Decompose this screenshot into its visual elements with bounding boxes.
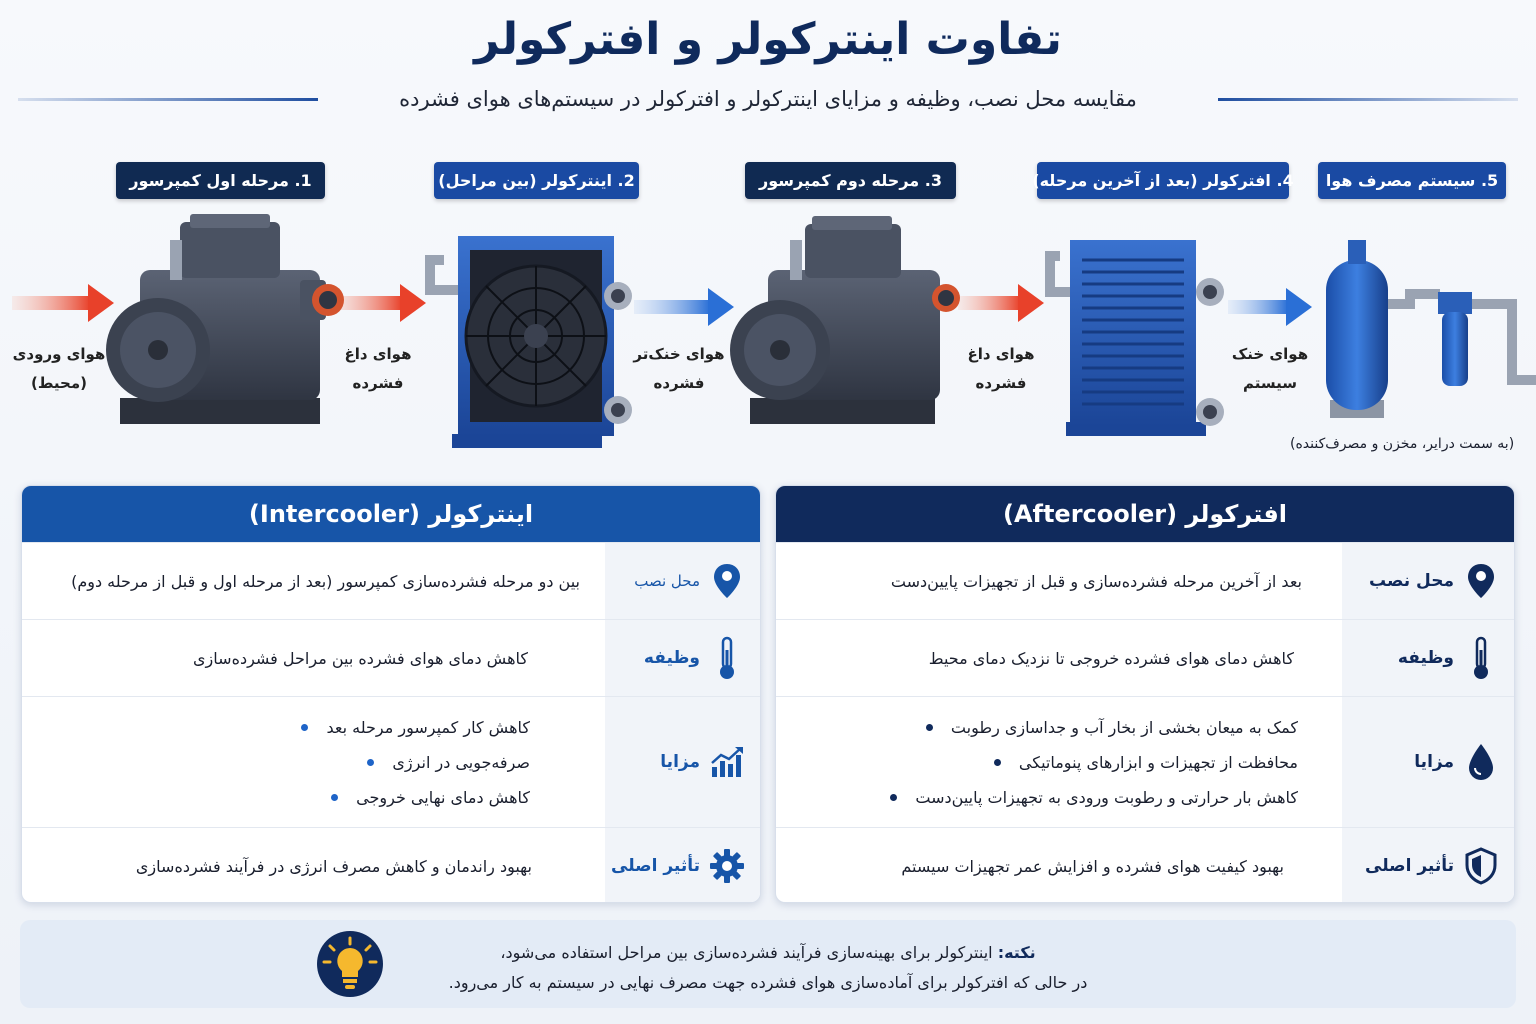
- note-text: [20, 938, 1516, 998]
- gear-icon: [708, 847, 746, 885]
- benefit-item: محافظت از تجهیزات و ابزارهای پنوماتیکی: [890, 745, 1298, 780]
- arrow-cool-to-second-stage-icon: [634, 288, 734, 326]
- air-filter-icon: [1438, 292, 1536, 386]
- note-key: نکته:: [997, 943, 1036, 962]
- aftercooler-row-impact: [776, 827, 1514, 903]
- benefit-item: کاهش کار کمپرسور مرحله بعد: [301, 710, 530, 745]
- page-title: تفاوت اینترکولر و افترکولر: [474, 14, 1062, 65]
- thermometer-icon: [1462, 639, 1500, 677]
- flow-label-hot-1: هوای داغ فشرده: [344, 345, 412, 392]
- step-label-aftercooler: 4. افترکولر (بعد از آخرین مرحله): [1037, 162, 1289, 199]
- function-label: وظیفه: [643, 648, 700, 668]
- impact-label: تأثیر اصلی: [611, 856, 700, 876]
- step-label-air-system: 5. سیستم مصرف هوا: [1318, 162, 1506, 199]
- second-stage-compressor-icon: [730, 216, 960, 424]
- flow-label-cool-system: هوای خنک سیستم: [1231, 345, 1309, 392]
- flow-label-cooler: هوای خنک‌تر فشرده: [633, 345, 725, 392]
- location-text: بعد از آخرین مرحله فشرده‌سازی و قبل از تجهیزات پایین‌دست: [890, 571, 1302, 591]
- step-label-intercooler: 2. اینترکولر (بین مراحل): [434, 162, 639, 199]
- benefits-list: [301, 710, 530, 815]
- function-text: کاهش دمای هوای فشرده خروجی تا نزدیک دمای محیط: [928, 648, 1294, 668]
- intercooler-panel: [21, 485, 761, 903]
- aftercooler-row-function: [776, 619, 1514, 696]
- intercooler-row-location: [22, 542, 760, 619]
- step-label-second-stage: 3. مرحله دوم کمپرسور: [745, 162, 956, 199]
- flow-label-hot-2: هوای داغ فشرده: [967, 345, 1035, 392]
- step-label-first-stage: 1. مرحله اول کمپرسور: [116, 162, 325, 199]
- note-box: [20, 920, 1516, 1008]
- benefits-label: مزایا: [660, 752, 700, 772]
- location-label: محل نصب: [634, 572, 700, 590]
- growth-chart-icon: [708, 743, 746, 781]
- note-line-1: نکته: اینترکولر برای بهینه‌سازی فرآیند فشرده‌سازی بین مراحل استفاده می‌شود،: [500, 943, 1036, 962]
- impact-text: بهبود کیفیت هوای فشرده و افزایش عمر تجهیزات سیستم: [901, 856, 1284, 876]
- thermometer-icon: [708, 639, 746, 677]
- benefits-list: [890, 710, 1298, 815]
- function-label: وظیفه: [1397, 648, 1454, 668]
- benefit-item: صرفه‌جویی در انرژی: [301, 745, 530, 780]
- impact-label: تأثیر اصلی: [1365, 856, 1454, 876]
- impact-text: بهبود راندمان و کاهش مصرف انرژی در فرآیند فشرده‌سازی: [135, 856, 532, 876]
- process-flow-diagram: [0, 200, 1536, 460]
- aftercooler-header: افترکولر (Aftercooler): [776, 486, 1514, 542]
- flow-label-inlet: هوای ورودی (محیط): [12, 345, 106, 392]
- lightbulb-icon: [316, 930, 384, 998]
- air-receiver-tank-icon: [1326, 240, 1440, 418]
- intercooler-row-impact: [22, 827, 760, 903]
- arrow-inlet-icon: [12, 284, 114, 322]
- location-label: محل نصب: [1369, 571, 1454, 591]
- subtitle-row: [0, 84, 1536, 114]
- flow-destination-note: (به سمت درایر، مخزن و مصرف‌کننده): [1290, 436, 1515, 452]
- aftercooler-row-location: [776, 542, 1514, 619]
- subtitle-divider-right: [1218, 98, 1518, 101]
- intercooler-row-benefits: [22, 696, 760, 827]
- water-drop-icon: [1462, 743, 1500, 781]
- aftercooler-row-benefits: [776, 696, 1514, 827]
- intercooler-row-function: [22, 619, 760, 696]
- subtitle-divider-left: [18, 98, 318, 101]
- arrow-hot-to-aftercooler-icon: [958, 284, 1044, 322]
- shield-icon: [1462, 847, 1500, 885]
- location-pin-icon: [708, 562, 746, 600]
- aftercooler-unit-icon: [1050, 240, 1224, 436]
- benefit-item: کاهش بار حرارتی و رطوبت ورودی به تجهیزات پایین‌دست: [890, 780, 1298, 815]
- location-pin-icon: [1462, 562, 1500, 600]
- function-text: کاهش دمای هوای فشرده بین مراحل فشرده‌سازی: [193, 648, 528, 668]
- page-subtitle: مقایسه محل نصب، وظیفه و مزایای اینترکولر و افترکولر در سیستم‌های هوای فشرده: [399, 87, 1137, 111]
- note-line-2: در حالی که افترکولر برای آماده‌سازی هوای فشرده جهت مصرف نهایی در سیستم به کار می‌رود.: [448, 973, 1088, 992]
- intercooler-header: اینترکولر (Intercooler): [22, 486, 760, 542]
- benefits-label: مزایا: [1414, 752, 1454, 772]
- arrow-hot-to-intercooler-icon: [332, 284, 426, 322]
- benefit-item: کمک به میعان بخشی از بخار آب و جداسازی رطوبت: [890, 710, 1298, 745]
- arrow-cool-to-system-icon: [1228, 288, 1312, 326]
- aftercooler-panel: [775, 485, 1515, 903]
- location-text: بین دو مرحله فشرده‌سازی کمپرسور (بعد از مرحله اول و قبل از مرحله دوم): [71, 571, 580, 591]
- benefit-item: کاهش دمای نهایی خروجی: [301, 780, 530, 815]
- first-stage-compressor-icon: [106, 214, 344, 424]
- intercooler-unit-icon: [430, 236, 632, 448]
